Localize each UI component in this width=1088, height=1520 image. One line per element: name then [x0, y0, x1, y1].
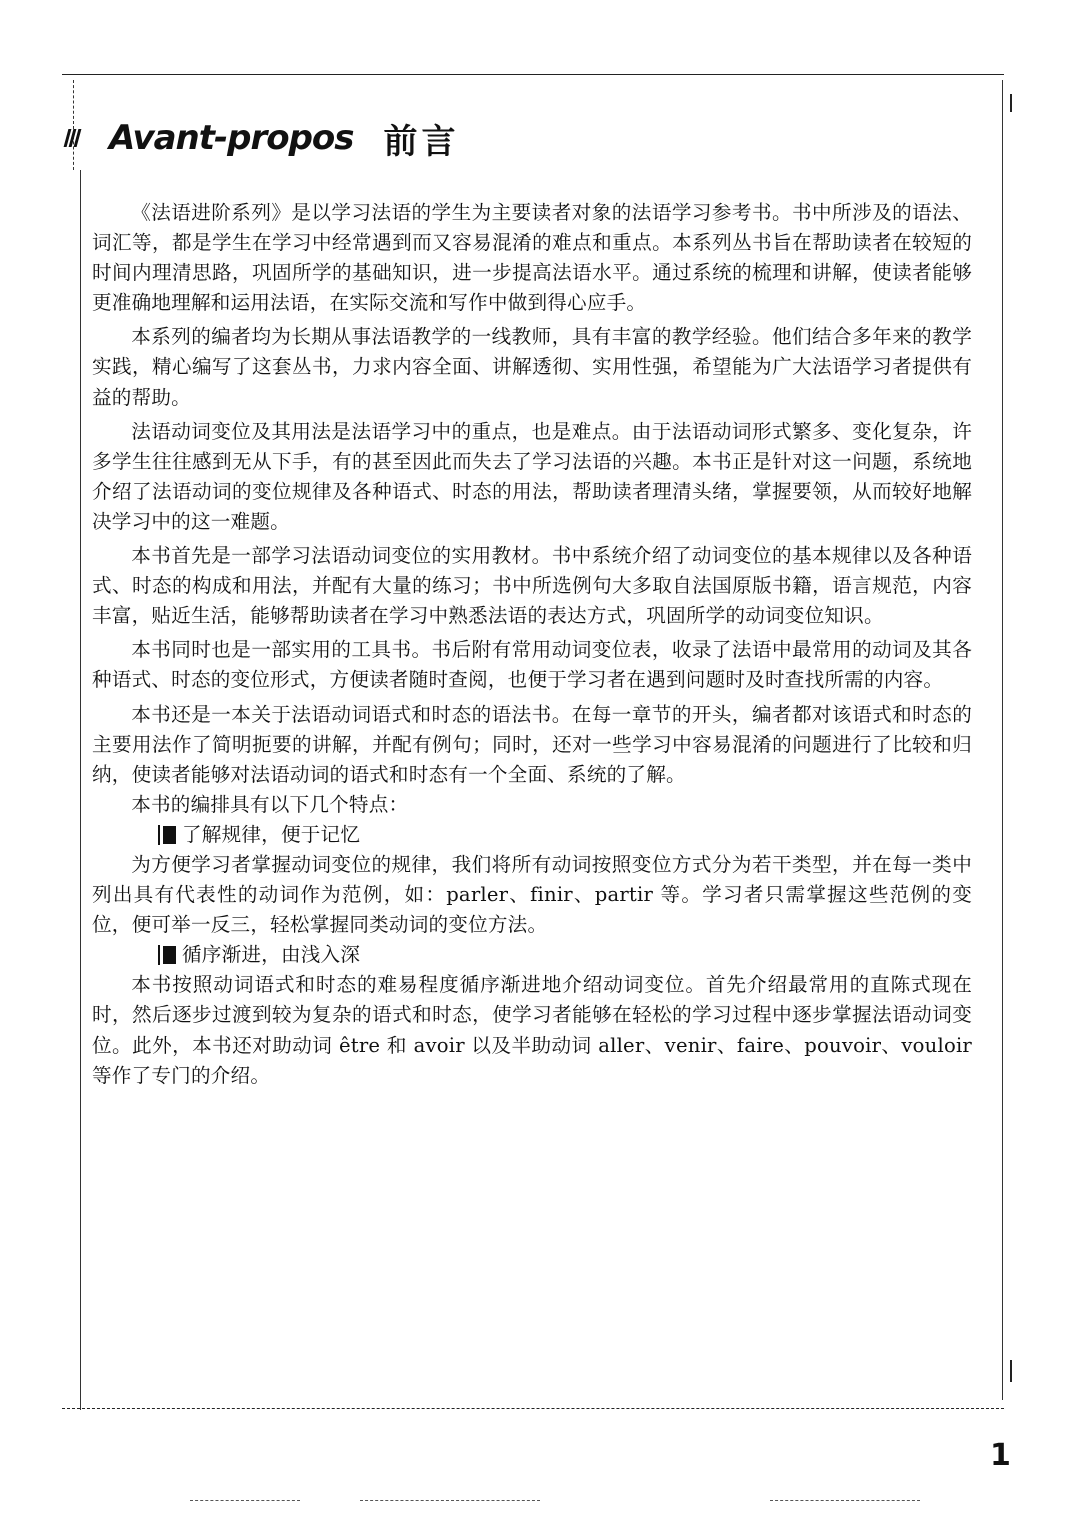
header-title-french: Avant-propos — [109, 118, 354, 158]
page-header — [66, 118, 460, 162]
paragraph: 本书首先是一部学习法语动词变位的实用教材。书中系统介绍了动词变位的基本规律以及各种语式、时态的构成和用法，并配有大量的练习；书中所选例句大多取自法国原版书籍，语言规范，内容丰富，贴近生活，能够帮助读者在学习中熟悉法语的表达方式，巩固所学的动词变位知识。 — [92, 544, 972, 628]
section-heading — [92, 940, 972, 970]
paragraph: 法语动词变位及其用法是法语学习中的重点，也是难点。由于法语动词形式繁多、变化复杂，许多学生往往感到无从下手，有的甚至因此而失去了学习法语的兴趣。本书正是针对这一问题，系统地介绍了法语动词的变位规律及各种语式、时态的用法，帮助读者理清头绪，掌握要领，从而较好地解决学习中的这一难题。 — [92, 419, 972, 533]
header-title-chinese: 前言 — [383, 121, 460, 162]
section-marker-icon — [158, 825, 176, 845]
header-bars-icon — [66, 125, 79, 151]
right-margin-line — [1002, 80, 1003, 1400]
paragraph: 本书同时也是一部实用的工具书。书后附有常用动词变位表，收录了法语中最常用的动词及其各种语式、时态的变位形式，方便读者随时查阅，也便于学习者在遇到问题时及时查找所需的内容。 — [92, 638, 972, 692]
top-rule — [62, 74, 1004, 75]
section-marker-icon — [158, 945, 176, 965]
margin-tick — [1010, 1360, 1012, 1382]
preface-body — [92, 198, 972, 1091]
left-margin-line — [80, 170, 81, 1410]
paragraph: 本书的编排具有以下几个特点： — [131, 792, 409, 816]
section-heading-text: 了解规律，便于记忆 — [182, 822, 361, 846]
section-heading-text: 循序渐进，由浅入深 — [182, 943, 361, 967]
footer-dash — [190, 1500, 300, 1501]
paragraph: 《法语进阶系列》是以学习法语的学生为主要读者对象的法语学习参考书。书中所涉及的语法、词汇等，都是学生在学习中经常遇到而又容易混淆的难点和重点。本系列丛书旨在帮助读者在较短的时间内理清思路，巩固所学的基础知识，进一步提高法语水平。通过系统的梳理和讲解，使读者能够更准确地理解和运用法语，在实际交流和写作中做到得心应手。 — [92, 201, 972, 315]
page-number: 1 — [990, 1438, 1011, 1473]
footer-dash — [770, 1500, 920, 1501]
paragraph: 为方便学习者掌握动词变位的规律，我们将所有动词按照变位方式分为若干类型，并在每一类中列出具有代表性的动词作为范例，如：parler、finir、partir 等。学习者只需掌握这些范例的变位，便可举一反三，轻松掌握同类动词的变位方法。 — [92, 852, 972, 937]
margin-tick — [1010, 94, 1012, 112]
footer-dash — [360, 1500, 540, 1501]
paragraph: 本书按照动词语式和时态的难易程度循序渐进地介绍动词变位。首先介绍最常用的直陈式现在时，然后逐步过渡到较为复杂的语式和时态，使学习者能够在轻松的学习过程中逐步掌握法语动词变位。此外，本书还对助动词 être 和 avoir 以及半助动词 aller、venir、faire、pouvoir、vouloir 等作了专门的介绍。 — [92, 973, 972, 1087]
bottom-rule — [62, 1408, 1004, 1409]
paragraph: 本书还是一本关于法语动词语式和时态的语法书。在每一章节的开头，编者都对该语式和时态的主要用法作了简明扼要的讲解，并配有例句；同时，还对一些学习中容易混淆的问题进行了比较和归纳，使读者能够对法语动词的语式和时态有一个全面、系统的了解。 — [92, 702, 972, 786]
section-heading — [92, 820, 972, 850]
paragraph: 本系列的编者均为长期从事法语教学的一线教师，具有丰富的教学经验。他们结合多年来的教学实践，精心编写了这套丛书，力求内容全面、讲解透彻、实用性强，希望能为广大法语学习者提供有益的帮助。 — [92, 325, 972, 409]
